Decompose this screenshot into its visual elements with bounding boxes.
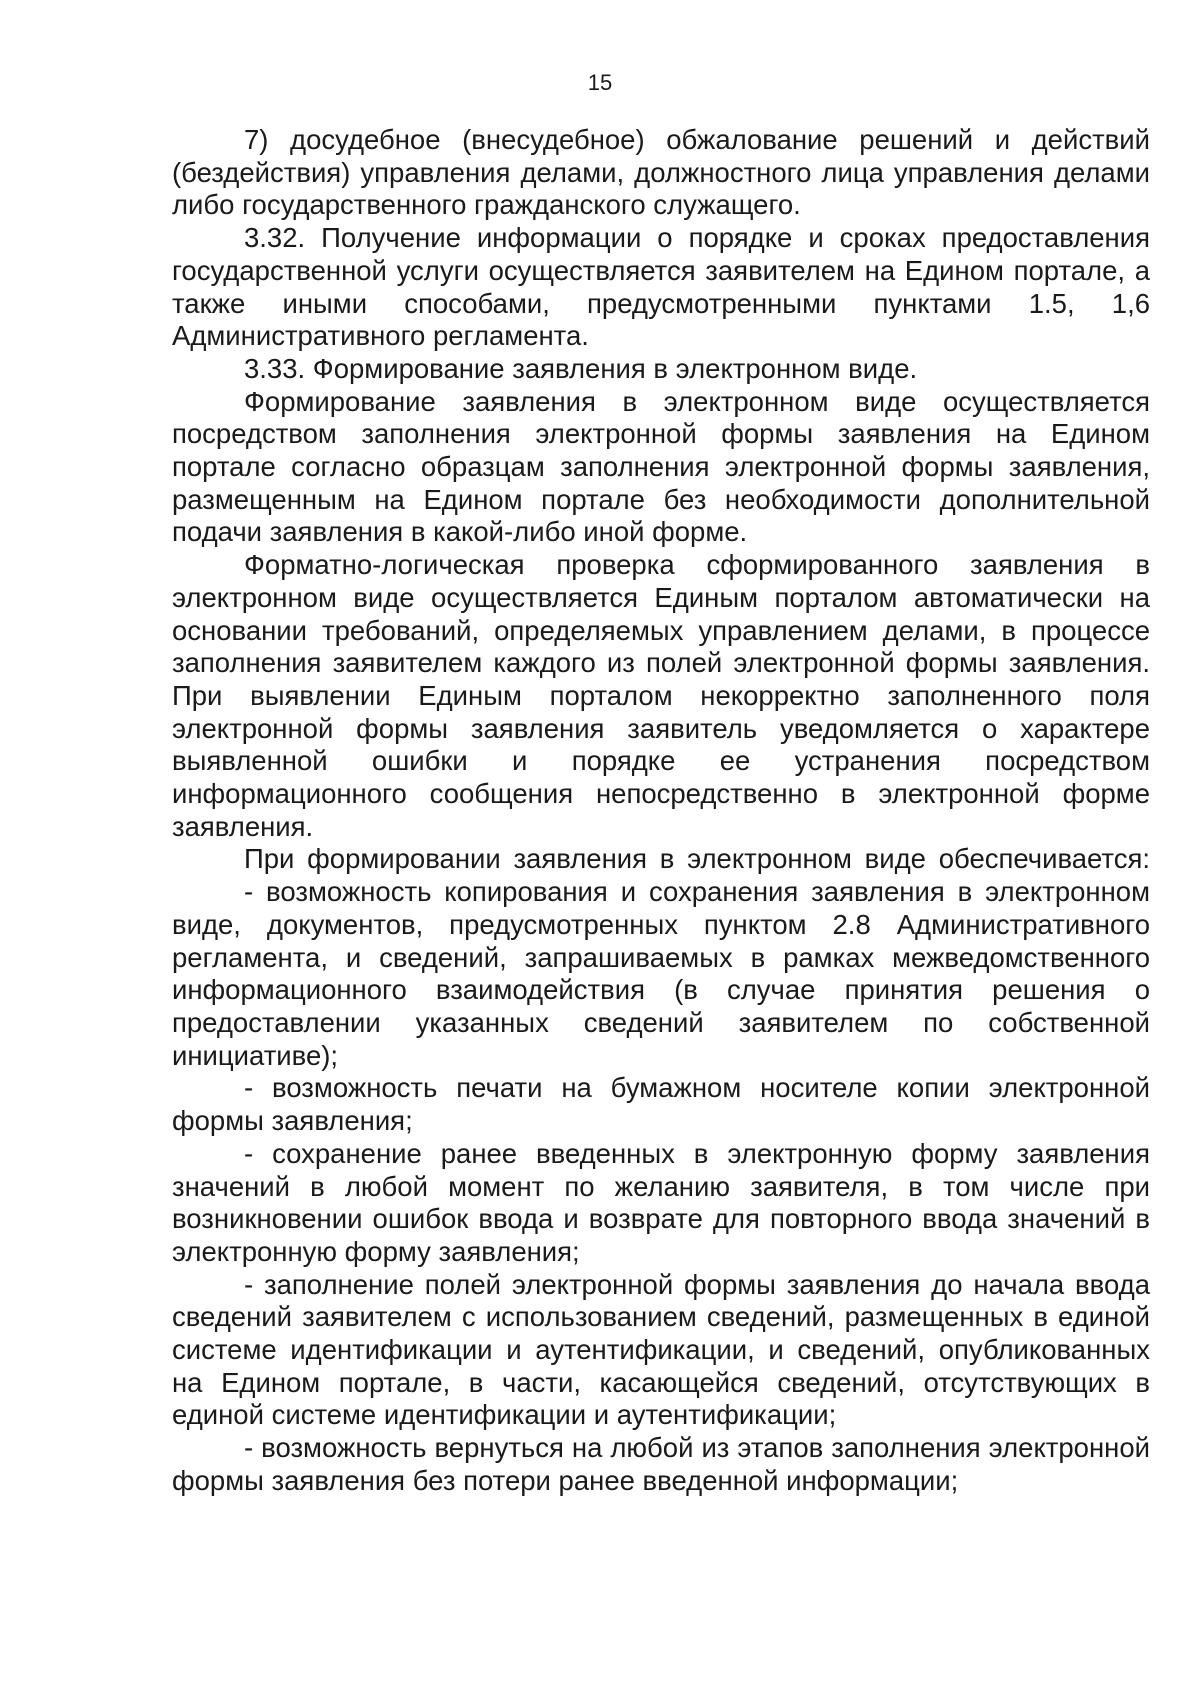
list-item-print: - возможность печати на бумажном носителе копии электронной формы заявления; — [172, 1072, 1150, 1137]
paragraph-form-filling: Формирование заявления в электронном виде осуществляется посредством заполнения электронной формы заявления на Едином портале согласно образцам заполнения электронной формы заявления, размещенным на Едином портале без необходимости дополнительной подачи заявления в какой-либо иной форме. — [172, 385, 1150, 548]
page-number: 15 — [587, 70, 613, 95]
list-item-save-values: - сохранение ранее введенных в электронную форму заявления значений в любой момент по желанию заявителя, в том числе при возникновении ошибок ввода и возврате для повторного ввода значений в электронную форму заявления; — [172, 1137, 1150, 1267]
list-item-return-stage: - возможность вернуться на любой из этапов заполнения электронной формы заявления без потери ранее введенной информации; — [172, 1432, 1150, 1496]
paragraph-3-32: 3.32. Получение информации о порядке и сроках предоставления государственной услуги осуществляется заявителем на Едином портале, а также иными способами, предусмотренными пунктами 1.5, 1,6 Административного регламента. — [172, 222, 1150, 352]
list-item-prefill: - заполнение полей электронной формы заявления до начала ввода сведений заявителем с использованием сведений, размещенных в единой системе идентификации и аутентификации, и сведений, опубликованных на Едином портале, в части, касающейся сведений, отсутствующих в единой системе идентификации и аутентификации; — [172, 1268, 1150, 1431]
list-item-copy-save: - возможность копирования и сохранения заявления в электронном виде, документов, предусмотренных пунктом 2.8 Административного регламента, и сведений, запрашиваемых в рамках межведомственного информационного взаимодействия (в случае принятия решения о предоставлении указанных сведений заявителем по собственной инициативе); — [172, 876, 1150, 1071]
paragraph-3-33: 3.33. Формирование заявления в электронном виде. — [244, 352, 918, 384]
document-body — [172, 124, 1150, 1498]
paragraph-format-check: Форматно-логическая проверка сформированного заявления в электронном виде осуществляется Единым порталом автоматически на основании требований, определяемых управлением делами, в процессе заполнения заявителем каждого из полей электронной формы заявления. При выявлении Единым порталом некорректно заполненного поля электронной формы заявления заявитель уведомляется о характере выявленной ошибки и порядке ее устранения посредством информационного сообщения непосредственно в электронной форме заявления. — [172, 549, 1150, 842]
paragraph-provided-features: При формировании заявления в электронном виде обеспечивается: — [244, 843, 1150, 875]
paragraph-pretrial-appeal: 7) досудебное (внесудебное) обжалование решений и действий (бездействия) управления делами, должностного лица управления делами либо государственного гражданского служащего. — [172, 124, 1150, 221]
